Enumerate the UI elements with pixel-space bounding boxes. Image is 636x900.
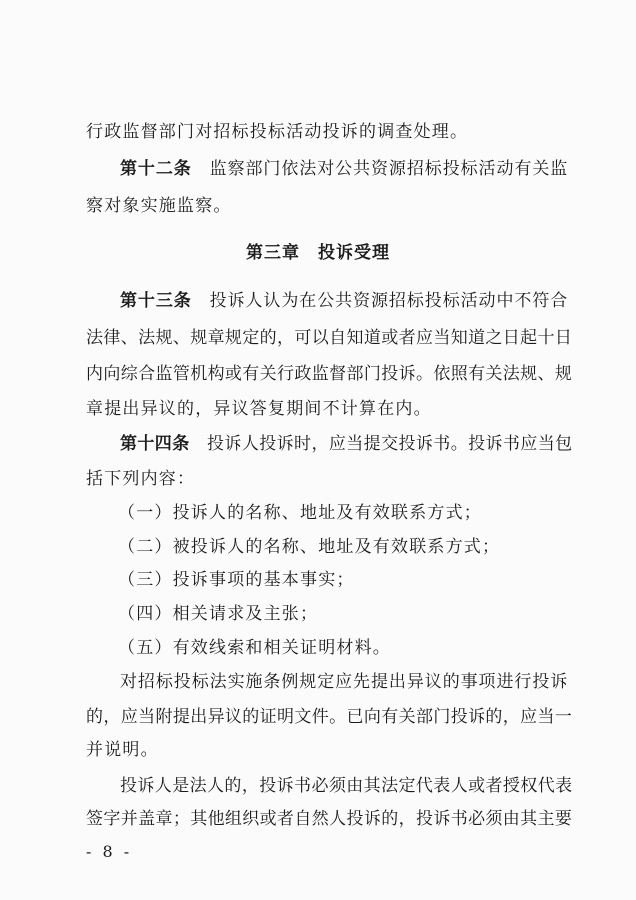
line-text: （一）投诉人的名称、地址及有效联系方式；: [118, 503, 482, 523]
article-label: 第十三条: [120, 291, 192, 311]
line-text: 的，应当附提出异议的证明文件。已向有关部门投诉的，应当一: [86, 707, 573, 727]
list-item: [0, 597, 636, 631]
text-line: [0, 321, 636, 355]
text-line: [0, 802, 636, 836]
text-line: [0, 357, 636, 391]
line-text: 括下列内容：: [86, 469, 196, 489]
list-item: [0, 496, 636, 530]
line-text: 投诉人投诉时，应当提交投诉书。投诉书应当包: [189, 434, 573, 454]
text-line: [0, 115, 636, 149]
page-number: - 8 -: [86, 842, 133, 861]
line-text: 法律、法规、规章规定的，可以自知道或者应当知道之日起十日: [86, 328, 573, 348]
list-item: [0, 530, 636, 564]
list-item: [0, 563, 636, 597]
line-text: （五）有效线索和相关证明材料。: [118, 638, 391, 658]
line-text: 察对象实施监察。: [86, 196, 232, 216]
text-line: [0, 665, 636, 699]
article-14-line: [0, 427, 636, 461]
article-label: 第十四条: [120, 434, 190, 454]
line-text: 内向综合监管机构或有关行政监督部门投诉。依照有关法规、规: [86, 364, 573, 384]
text-line: [0, 189, 636, 223]
article-12-line: [0, 152, 636, 186]
line-text: （三）投诉事项的基本事实；: [118, 570, 355, 590]
line-text: 签字并盖章；其他组织或者自然人投诉的，投诉书必须由其主要: [86, 809, 573, 829]
article-13-line: [0, 284, 636, 318]
line-text: （四）相关请求及主张；: [118, 604, 319, 624]
article-label: 第十二条: [120, 159, 192, 179]
text-line: [0, 462, 636, 496]
line-text: 并说明。: [86, 740, 159, 760]
line-text: 投诉人认为在公共资源招标投标活动中不符合: [191, 291, 569, 311]
text-line: [0, 769, 636, 803]
line-text: 投诉人是法人的，投诉书必须由其法定代表人或者授权代表: [120, 776, 573, 796]
line-text: 行政监督部门对招标投标活动投诉的调查处理。: [86, 122, 469, 142]
list-item: [0, 631, 636, 665]
text-line: [0, 733, 636, 767]
line-text: 监察部门依法对公共资源招标投标活动有关监: [191, 159, 569, 179]
text-line: [0, 700, 636, 734]
chapter-title: 第三章 投诉受理: [246, 243, 390, 263]
text-line: [0, 392, 636, 426]
line-text: 章提出异议的，异议答复期间不计算在内。: [86, 399, 432, 419]
line-text: （二）被投诉人的名称、地址及有效联系方式；: [118, 537, 501, 557]
line-text: 对招标投标法实施条例规定应先提出异议的事项进行投诉: [120, 672, 569, 692]
